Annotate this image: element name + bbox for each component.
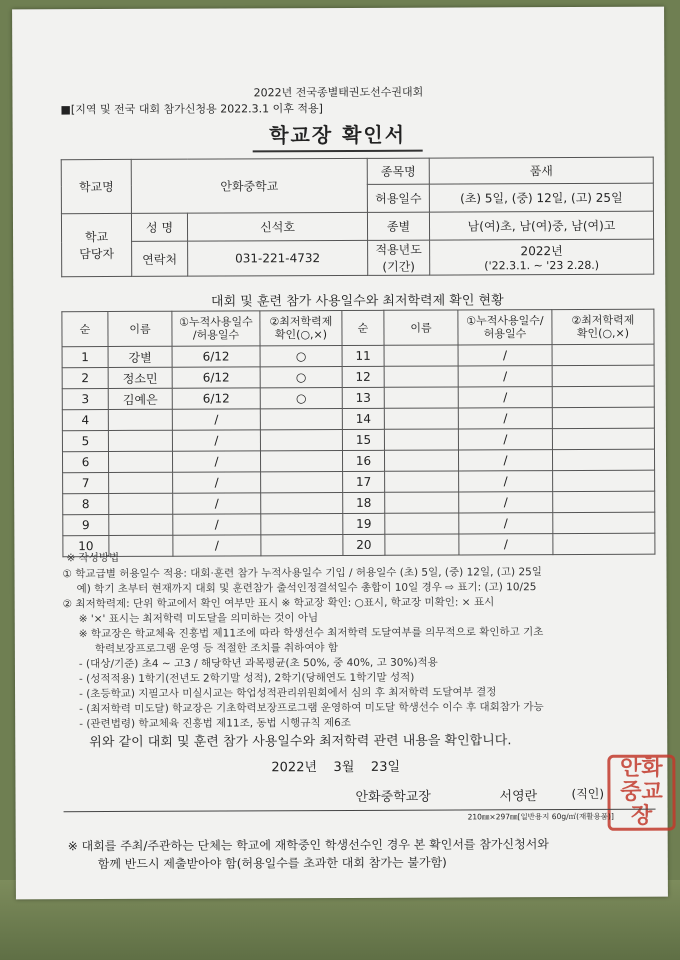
- row-no-right: 15: [342, 429, 384, 450]
- row-check-right: [552, 365, 654, 386]
- period-value: ('22.3.1. ~ '23 2.28.): [484, 258, 600, 273]
- row-name: [108, 409, 172, 430]
- principal-name: 서영란: [499, 789, 538, 805]
- row-check-right: [553, 470, 655, 491]
- year-value-cell: [430, 239, 654, 275]
- row-check-right: [552, 386, 654, 407]
- row-check-right: [552, 344, 654, 365]
- school-label: 학교명: [61, 159, 131, 213]
- row-no-right: 13: [342, 387, 384, 408]
- table-row: [62, 365, 654, 389]
- note-5: - (성적적용) 1학기(전년도 2학기말 성적), 2학기(당해연도 1학기말 성적): [78, 671, 415, 686]
- header-name: 이름: [108, 311, 172, 346]
- row-no: 4: [62, 410, 108, 431]
- row-check-right: [553, 533, 655, 554]
- row-name-right: [384, 429, 458, 450]
- header-min-right-line1: ②최저학력제: [571, 313, 635, 327]
- seal-label: (직인): [571, 786, 605, 801]
- row-no: 6: [62, 452, 108, 473]
- row-no-right: 12: [342, 366, 384, 387]
- year-value: 2022년: [520, 244, 563, 259]
- note-2a: ② 최저학력제: 단위 학교에서 확인 여부만 표시 ※ 학교장 확인: ○표시, 학교장 미확인: × 표시: [62, 596, 495, 611]
- row-no: 1: [62, 347, 108, 368]
- event-value: 품새: [429, 157, 653, 184]
- row-check: [261, 471, 343, 492]
- row-days-right: /: [458, 450, 552, 471]
- row-days-right: /: [458, 387, 552, 408]
- header-days-line1: ①누적사용일수: [179, 315, 253, 329]
- header-days-line2: /허용일수: [192, 328, 240, 342]
- participation-table: [61, 309, 655, 558]
- name-value: 신석호: [187, 212, 367, 241]
- allowed-days-value: (초) 5일, (중) 12일, (고) 25일: [429, 183, 653, 212]
- row-days: /: [173, 514, 261, 535]
- header-min: [260, 310, 342, 345]
- row-days: 6/12: [172, 388, 260, 409]
- row-days-right: /: [459, 534, 553, 555]
- row-no-right: 16: [342, 450, 384, 471]
- table-header-row: [62, 309, 654, 347]
- row-check: [261, 513, 343, 534]
- header-name-right: 이름: [384, 310, 458, 345]
- note-4: - (대상/기준) 초4 ~ 고3 / 해당학년 과목평균(초 50%, 중 40%, 고 30%)적용: [78, 656, 438, 671]
- row-no: 10: [63, 536, 109, 557]
- gender-value: 남(여)초, 남(여)중, 남(여)고: [429, 211, 653, 240]
- row-name-right: [385, 471, 459, 492]
- row-name-right: [385, 492, 459, 513]
- row-check: ○: [260, 345, 342, 366]
- event-label: 종목명: [367, 158, 429, 184]
- row-no: 7: [63, 473, 109, 494]
- row-name-right: [384, 408, 458, 429]
- row-days: /: [172, 430, 260, 451]
- row-check: [261, 492, 343, 513]
- row-name: [109, 514, 173, 535]
- row-no-right: 11: [342, 345, 384, 366]
- table-row: [62, 449, 654, 473]
- row-name-right: [385, 513, 459, 534]
- table-row: [63, 533, 655, 557]
- header-min-line1: ②최저학력제: [269, 315, 333, 329]
- paper-size-note: 210㎜×297㎜[일반용지 60g/㎡(재활용품)]: [467, 811, 614, 822]
- row-check: [260, 408, 342, 429]
- row-name: [108, 451, 172, 472]
- note-6: - (초등학교) 지필고사 미실시교는 학업성적관리위원회에서 심의 후 최저학력 도달여부 결정: [79, 686, 497, 701]
- row-no: 9: [63, 515, 109, 536]
- row-name: 정소민: [108, 367, 172, 388]
- row-no-right: 14: [342, 408, 384, 429]
- row-days: 6/12: [172, 346, 260, 367]
- note-7: - (최저학력 미도달) 학교장은 기초학력보장프로그램 운영하여 미도달 학생선수 이수 후 대회참가 가능: [79, 701, 544, 716]
- table-row: [62, 386, 654, 410]
- row-days-right: /: [458, 345, 552, 366]
- row-days: 6/12: [172, 367, 260, 388]
- header-no: 순: [62, 312, 108, 347]
- document-title: 학교장 확인서: [253, 120, 423, 153]
- row-check-right: [552, 449, 654, 470]
- name-label: 성 명: [131, 213, 187, 241]
- table-row: [62, 428, 654, 452]
- row-name: [109, 472, 173, 493]
- row-no-right: 18: [343, 492, 385, 513]
- school-value: 안화중학교: [131, 158, 367, 213]
- note-2b: ※ '×' 표시는 최저학력 미도달을 의미하는 것이 아님: [78, 612, 319, 626]
- row-name-right: [384, 387, 458, 408]
- row-days: /: [173, 535, 261, 556]
- row-check-right: [553, 491, 655, 512]
- row-no-right: 19: [343, 513, 385, 534]
- principal-title: 안화중학교장: [355, 789, 431, 805]
- table-body: [62, 344, 655, 557]
- header-min-line2: 확인(○,×): [274, 328, 328, 342]
- header-min-right: [552, 309, 654, 344]
- year-label: [368, 240, 430, 275]
- row-days-right: /: [458, 366, 552, 387]
- row-days-right: /: [458, 429, 552, 450]
- row-check-right: [552, 428, 654, 449]
- notes-heading: ※ 작성방법: [66, 551, 120, 565]
- phone-label: 연락처: [132, 241, 188, 276]
- row-name: 김예은: [108, 388, 172, 409]
- row-days-right: /: [459, 513, 553, 534]
- year-label-line2: (기간): [382, 259, 415, 274]
- header-min-right-line2: 확인(○,×): [576, 326, 630, 340]
- note-1a: ① 학교급별 허용일수 적용: 대회·훈련 참가 누적사용일수 기입 / 허용일수 (초) 5일, (중) 12일, (고) 25일: [62, 566, 542, 581]
- row-days-right: /: [459, 492, 553, 513]
- table-row: [62, 344, 654, 368]
- footer-line1: ※ 대회를 주최/주관하는 단체는 학교에 재학중인 학생선수인 경우 본 확인서를 참가신청서와: [67, 837, 549, 854]
- table-row: [63, 470, 655, 494]
- row-days: /: [173, 493, 261, 514]
- row-days-right: /: [459, 471, 553, 492]
- row-check: [261, 534, 343, 555]
- confirm-statement: 위와 같이 대회 및 훈련 참가 사용일수와 최저학력 관련 내용을 확인합니다.: [89, 733, 512, 751]
- row-name-right: [385, 534, 459, 555]
- header-days: [172, 311, 260, 346]
- year-label-line1: 적용년도: [375, 242, 422, 257]
- row-name: [108, 430, 172, 451]
- row-check: ○: [260, 366, 342, 387]
- footer-line2: 함께 반드시 제출받아야 함(허용일수를 초과한 대회 참가는 불가함): [97, 855, 447, 872]
- note-1b: 예) 학기 초부터 현재까지 대회 및 훈련참가 출석인정결석일수 총합이 10일 경우 ⇨ 표기: (고) 10/25: [76, 581, 537, 596]
- row-name: [109, 493, 173, 514]
- row-days: /: [172, 409, 260, 430]
- table-row: [63, 512, 655, 536]
- note-8: - (관련법령) 학교체육 진흥법 제11조, 동법 시행규칙 제6조: [79, 716, 351, 731]
- row-name-right: [384, 345, 458, 366]
- info-table: [61, 157, 655, 278]
- table-row: [62, 407, 654, 431]
- row-name: 강별: [108, 346, 172, 367]
- competition-name: 2022년 전국종별태권도선수권대회: [253, 85, 424, 100]
- school-seal-stamp: 안화중교장: [607, 755, 675, 831]
- contact-label: [61, 213, 131, 276]
- phone-value: 031-221-4732: [188, 240, 368, 276]
- notice-line: ■[지역 및 전국 대회 참가신청용 2022.3.1 이후 적용]: [60, 102, 323, 117]
- header-days-right-line1: ①누적사용일수/: [466, 314, 544, 328]
- row-check: [260, 450, 342, 471]
- certificate-paper: [12, 7, 668, 900]
- row-days: /: [173, 472, 261, 493]
- row-days-right: /: [458, 408, 552, 429]
- contact-label-line1: 학교: [84, 230, 109, 245]
- row-check-right: [553, 512, 655, 533]
- allowed-days-label: 허용일수: [367, 184, 429, 212]
- row-no: 2: [62, 368, 108, 389]
- header-days-right: [458, 310, 552, 345]
- table-row: [63, 491, 655, 515]
- note-3b: 학력보장프로그램 운영 등 적절한 조치를 취하여야 함: [94, 642, 339, 656]
- section-title: 대회 및 훈련 참가 사용일수와 최저학력제 확인 현황: [210, 293, 504, 310]
- row-check: ○: [260, 387, 342, 408]
- row-check-right: [552, 407, 654, 428]
- row-no: 5: [62, 431, 108, 452]
- row-name-right: [384, 450, 458, 471]
- row-check: [260, 429, 342, 450]
- row-no: 3: [62, 389, 108, 410]
- gender-label: 종별: [367, 212, 429, 240]
- row-no-right: 17: [343, 471, 385, 492]
- contact-label-line2: 담당자: [79, 246, 115, 262]
- row-no-right: 20: [343, 534, 385, 555]
- row-no: 8: [63, 494, 109, 515]
- confirm-date: 2022년 3월 23일: [271, 759, 401, 776]
- header-no-right: 순: [342, 310, 384, 345]
- row-days: /: [172, 451, 260, 472]
- header-days-right-line2: 허용일수: [483, 327, 527, 341]
- row-name-right: [384, 366, 458, 387]
- note-3a: ※ 학교장은 학교체육 진흥법 제11조에 따라 학생선수 최저학력 도달여부를 의무적으로 확인하고 기초: [78, 626, 544, 641]
